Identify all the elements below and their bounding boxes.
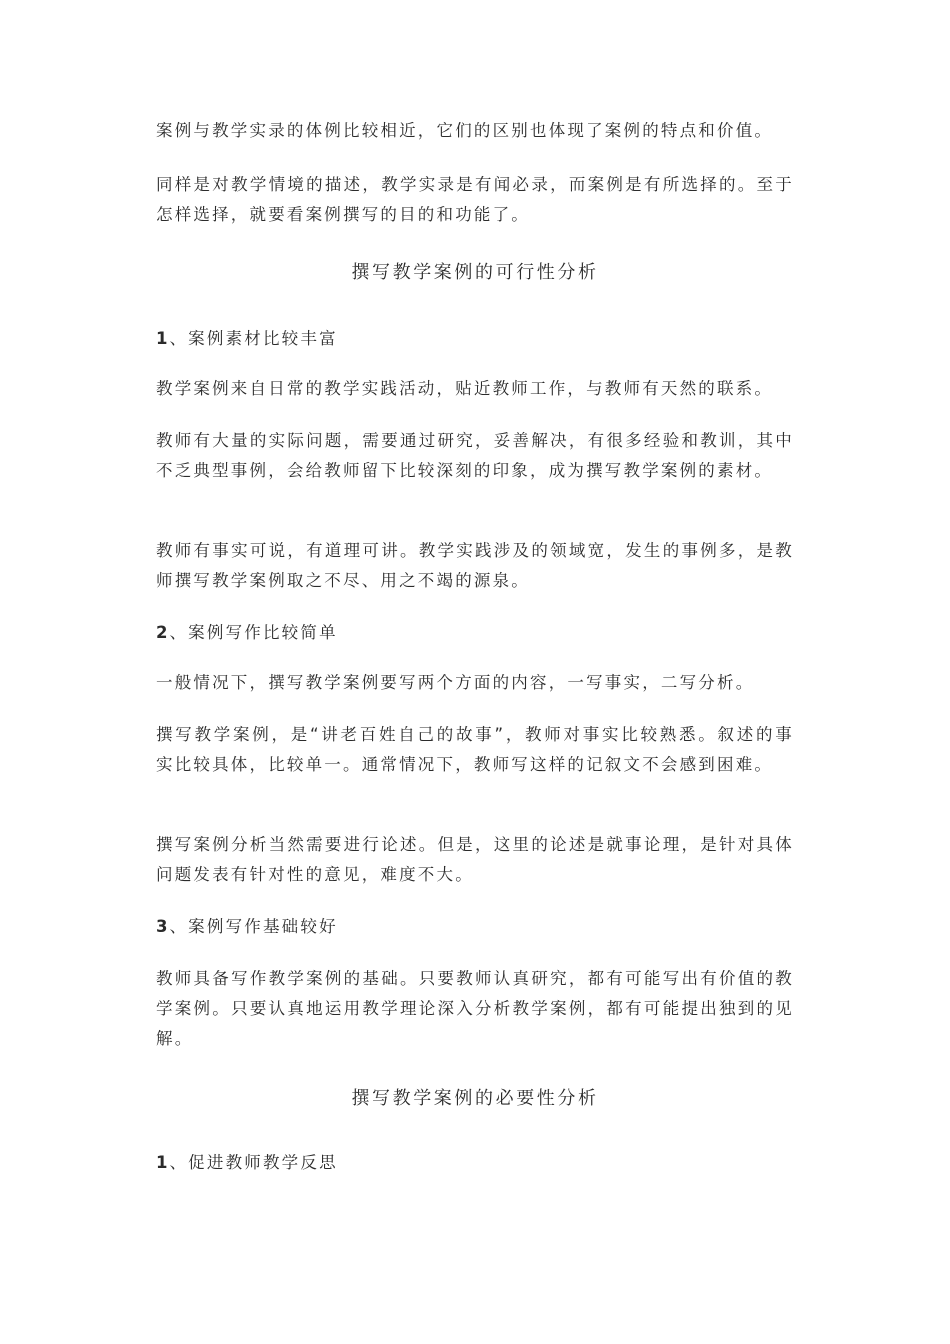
body-paragraph: 撰写教学案例，是“讲老百姓自己的故事”，教师对事实比较熟悉。叙述的事实比较具体，比较单一。通常情况下，教师写这样的记叙文不会感到困难。 [156, 725, 794, 774]
body-paragraph: 撰写案例分析当然需要进行论述。但是，这里的论述是就事论理，是针对具体问题发表有针对性的意见，难度不大。 [156, 835, 794, 884]
subsection-heading-text: 、促进教师教学反思 [169, 1153, 338, 1172]
body-paragraph: 教师有事实可说，有道理可讲。教学实践涉及的领域宽，发生的事例多，是教师撰写教学案例取之不尽、用之不竭的源泉。 [156, 541, 794, 590]
section-title-feasibility: 撰写教学案例的可行性分析 [351, 262, 599, 283]
subsection-number: 1 [156, 1153, 168, 1172]
subsection-number: 1 [156, 329, 168, 348]
intro-paragraph-2: 同样是对教学情境的描述，教学实录是有闻必录，而案例是有所选择的。至于怎样选择，就要看案例撰写的目的和功能了。 [156, 175, 794, 224]
subsection-heading-text: 、案例素材比较丰富 [169, 329, 338, 348]
subsection-heading-text: 、案例写作比较简单 [169, 623, 338, 642]
body-paragraph: 教师具备写作教学案例的基础。只要教师认真研究，都有可能写出有价值的教学案例。只要认真地运用教学理论深入分析教学案例，都有可能提出独到的见解。 [156, 969, 794, 1048]
subsection-heading-3 [156, 912, 794, 942]
section-title-necessity: 撰写教学案例的必要性分析 [351, 1088, 599, 1109]
body-paragraph: 教学案例来自日常的教学实践活动，贴近教师工作，与教师有天然的联系。 [156, 379, 774, 398]
subsection-heading-4 [156, 1148, 794, 1178]
subsection-heading-text: 、案例写作基础较好 [169, 917, 338, 936]
body-paragraph: 一般情况下，撰写教学案例要写两个方面的内容，一写事实，二写分析。 [156, 673, 755, 692]
intro-paragraph-1: 案例与教学实录的体例比较相近，它们的区别也体现了案例的特点和价值。 [156, 121, 774, 140]
subsection-heading-1 [156, 324, 794, 354]
body-paragraph: 教师有大量的实际问题，需要通过研究，妥善解决，有很多经验和教训，其中不乏典型事例，会给教师留下比较深刻的印象，成为撰写教学案例的素材。 [156, 431, 794, 480]
subsection-heading-2 [156, 618, 794, 648]
subsection-number: 2 [156, 623, 168, 642]
subsection-number: 3 [156, 917, 168, 936]
